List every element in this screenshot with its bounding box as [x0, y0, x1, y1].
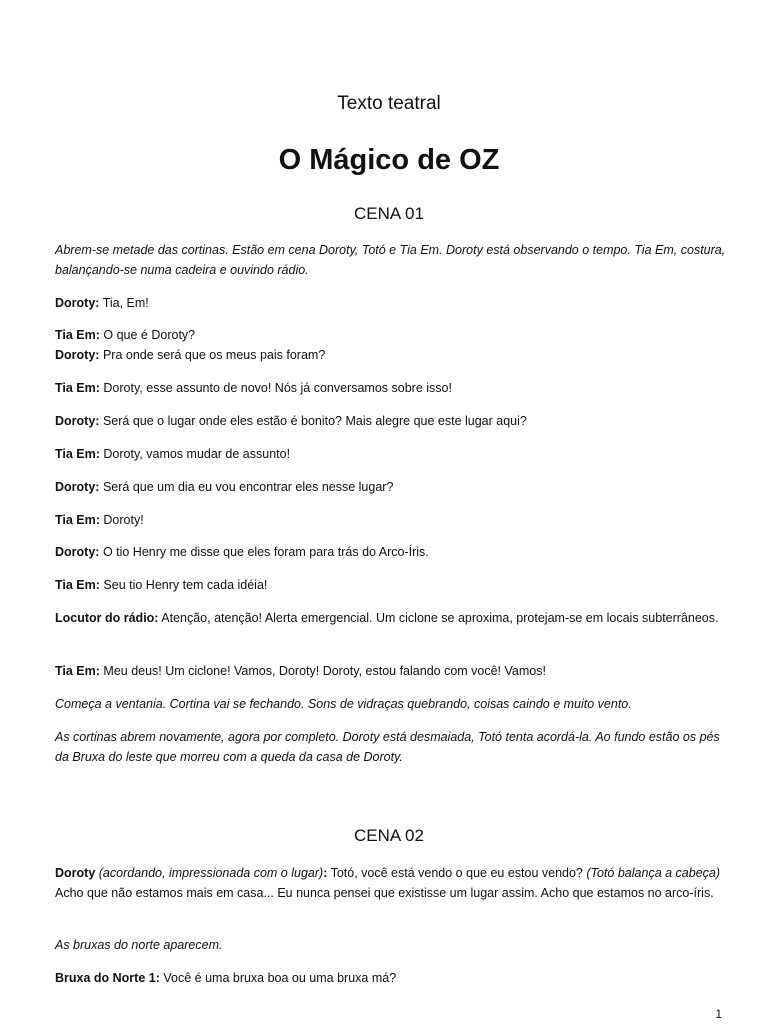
dialogue-text: Você é uma bruxa boa ou uma bruxa má? — [163, 971, 397, 985]
speaker-name: Tia Em: — [55, 578, 100, 592]
dialogue-text: Será que o lugar onde eles estão é bonito? Mais alegre que este lugar aqui? — [102, 414, 527, 428]
speaker-name: Doroty: — [55, 480, 100, 494]
dialogue-line — [55, 378, 727, 398]
dialogue-line — [55, 575, 727, 595]
stage-direction: As bruxas do norte aparecem. — [55, 938, 223, 952]
page-number: 1 — [715, 1007, 722, 1021]
dialogue-text: Seu tio Henry tem cada idéia! — [103, 578, 268, 592]
dialogue-text: Será que um dia eu vou encontrar eles nesse lugar? — [102, 480, 394, 494]
speaker-name: Locutor do rádio: — [55, 611, 159, 625]
dialogue-line — [55, 510, 727, 530]
dialogue-line — [55, 325, 727, 345]
document-title: O Mágico de OZ — [278, 144, 500, 176]
speaker-name: Tia Em: — [55, 328, 100, 342]
speaker-name: Bruxa do Norte 1: — [55, 971, 160, 985]
stage-direction: Começa a ventania. Cortina vai se fechando. Sons de vidraças quebrando, coisas caindo e muito vento. — [55, 697, 632, 711]
stage-aside: (Totó balança a cabeça) — [586, 866, 721, 880]
dialogue-text: Meu deus! Um ciclone! Vamos, Doroty! Doroty, estou falando com você! Vamos! — [103, 664, 546, 678]
speaker-name: Doroty — [55, 866, 96, 880]
dialogue-text: Doroty! — [103, 513, 144, 527]
dialogue-line — [55, 863, 727, 903]
dialogue-text: O que é Doroty? — [103, 328, 196, 342]
dialogue-text: O tio Henry me disse que eles foram para trás do Arco-Íris. — [102, 545, 429, 559]
dialogue-text: Acho que não estamos mais em casa... Eu nunca pensei que existisse um lugar assim. Acho que estamos no arco-íris. — [55, 886, 714, 900]
speaker-colon: : — [323, 866, 328, 880]
dialogue-line — [55, 608, 727, 628]
speaker-name: Tia Em: — [55, 664, 100, 678]
speaker-name: Doroty: — [55, 296, 100, 310]
stage-aside: (acordando, impressionada com o lugar) — [98, 866, 324, 880]
stage-direction: As cortinas abrem novamente, agora por completo. Doroty está desmaiada, Totó tenta acordá-la. Ao fundo estão os pés da Bruxa do leste que morreu com a queda da casa de Doroty. — [55, 730, 720, 764]
speaker-name: Doroty: — [55, 348, 100, 362]
dialogue-line — [55, 661, 727, 681]
dialogue-line — [55, 293, 727, 313]
dialogue-text: Pra onde será que os meus pais foram? — [102, 348, 326, 362]
document-subtitle: Texto teatral — [337, 93, 441, 114]
scene-1-heading: CENA 01 — [354, 204, 424, 223]
dialogue-line — [55, 968, 727, 988]
speaker-name: Tia Em: — [55, 381, 100, 395]
scene-2-heading: CENA 02 — [354, 826, 424, 845]
stage-direction: Abrem-se metade das cortinas. Estão em cena Doroty, Totó e Tia Em. Doroty está observando o tempo. Tia Em, costura, balançando-se numa cadeira e ouvindo rádio. — [55, 243, 726, 277]
dialogue-text: Atenção, atenção! Alerta emergencial. Um ciclone se aproxima, protejam-se em locais subterrâneos. — [161, 611, 719, 625]
dialogue-text: Doroty, vamos mudar de assunto! — [103, 447, 291, 461]
dialogue-line — [55, 444, 727, 464]
dialogue-line — [55, 477, 727, 497]
speaker-name: Doroty: — [55, 414, 100, 428]
dialogue-line — [55, 345, 727, 365]
dialogue-line — [55, 411, 727, 431]
dialogue-text: Totó, você está vendo o que eu estou vendo? — [327, 866, 587, 880]
speaker-name: Tia Em: — [55, 447, 100, 461]
dialogue-text: Tia, Em! — [102, 296, 149, 310]
dialogue-line — [55, 542, 727, 562]
dialogue-text: Doroty, esse assunto de novo! Nós já conversamos sobre isso! — [103, 381, 452, 395]
speaker-name: Tia Em: — [55, 513, 100, 527]
speaker-name: Doroty: — [55, 545, 100, 559]
